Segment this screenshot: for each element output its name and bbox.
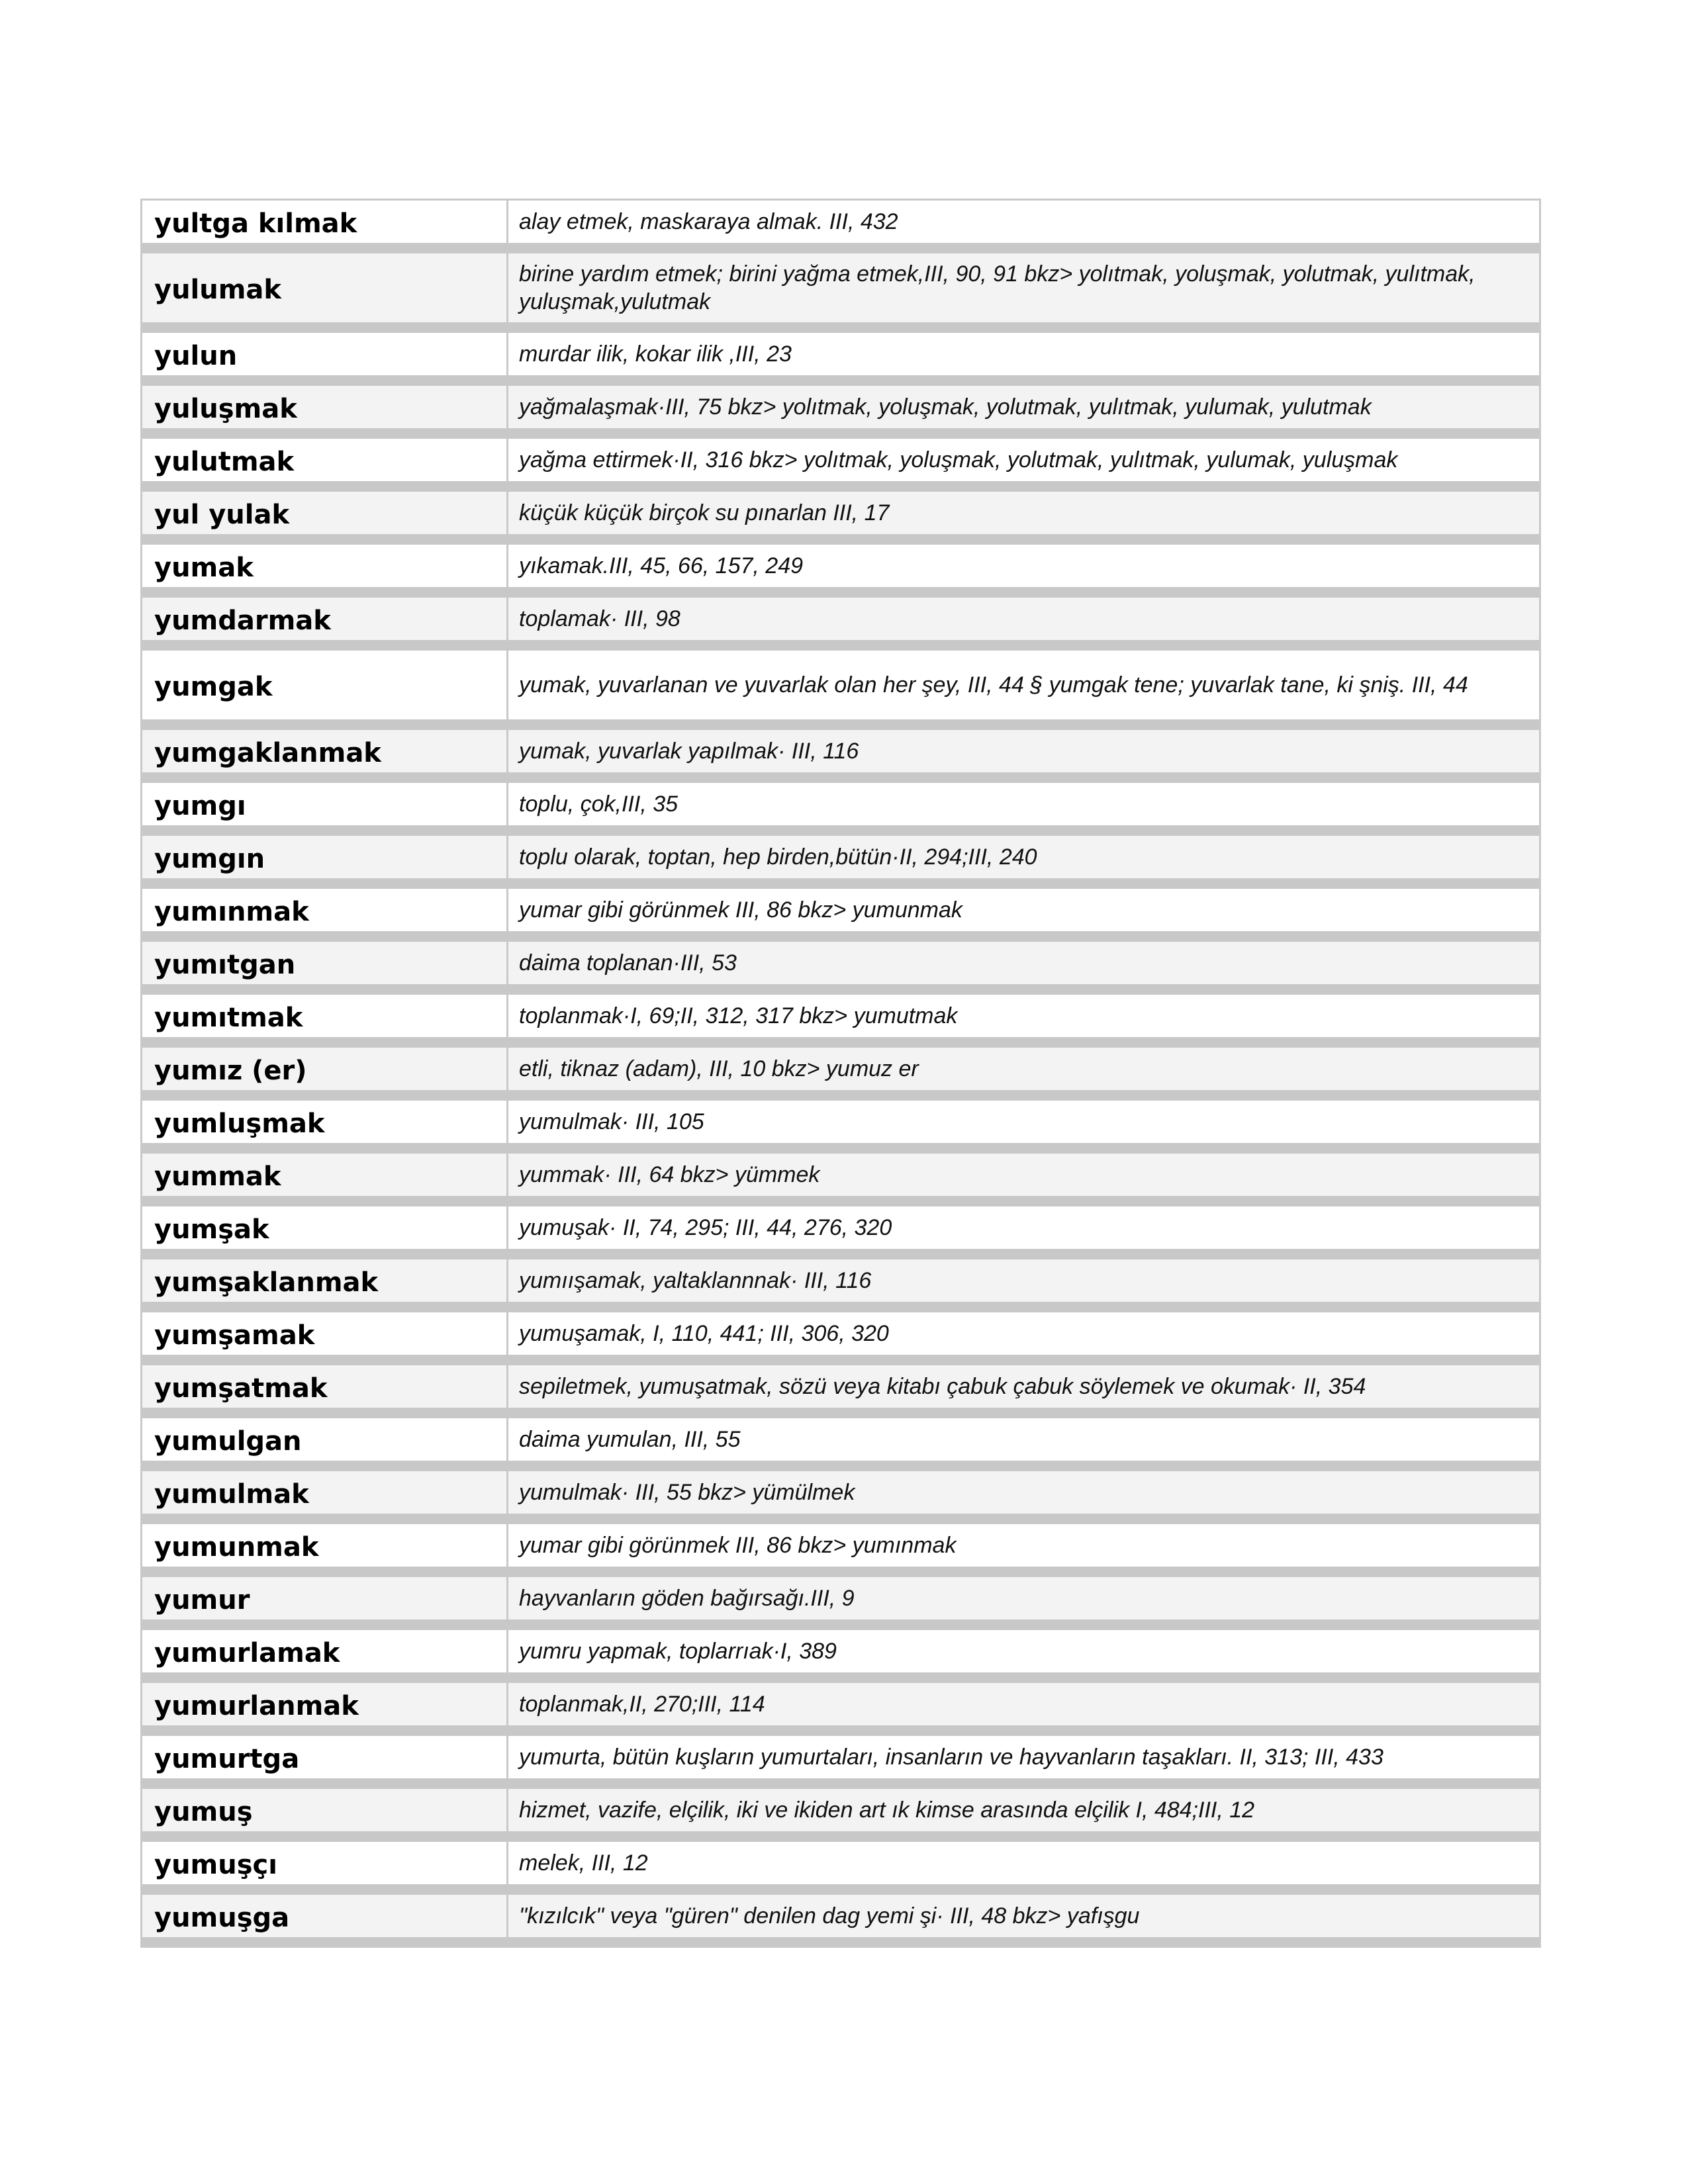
definition-cell: etli, tiknaz (adam), III, 10 bkz> yumuz er <box>508 1048 1539 1090</box>
definition-cell: hayvanların göden bağırsağı.III, 9 <box>508 1577 1539 1619</box>
table-row <box>142 995 1539 1048</box>
headword-cell: yumak <box>142 545 508 587</box>
table-row <box>142 1524 1539 1577</box>
definition-cell: birine yardım etmek; birini yağma etmek,III, 90, 91 bkz> yolıtmak, yoluşmak, yolutmak, yulıtmak, yuluşmak,yulutmak <box>508 253 1539 322</box>
table-row <box>142 651 1539 730</box>
definition-cell: melek, III, 12 <box>519 1850 648 1876</box>
definition-cell: daima toplanan·III, 53 <box>508 942 1539 984</box>
table-row <box>142 836 1539 889</box>
table-row <box>142 1471 1539 1524</box>
headword-cell: yumluşmak <box>142 1101 508 1143</box>
headword-cell: yulun <box>142 333 508 375</box>
table-row <box>142 1365 1539 1418</box>
headword-cell: yuluşmak <box>142 386 508 428</box>
definition-cell: toplanmak,II, 270;III, 114 <box>508 1683 1539 1725</box>
definition-cell: yumar gibi görünmek III, 86 bkz> yumınmak <box>519 1533 957 1558</box>
headword-cell: yumınmak <box>142 889 508 931</box>
headword-cell: yumulmak <box>142 1471 508 1514</box>
headword-cell: yumgı <box>142 783 508 825</box>
definition-cell: yağma ettirmek·II, 316 bkz> yolıtmak, yoluşmak, yolutmak, yulıtmak, yulumak, yuluşmak <box>519 447 1398 473</box>
definition-cell: toplu, çok,III, 35 <box>519 792 679 817</box>
headword-cell: yumuşga <box>142 1895 508 1937</box>
table-row <box>142 1259 1539 1312</box>
headword-cell: yummak <box>142 1154 508 1196</box>
table-row <box>142 439 1539 492</box>
headword-cell: yumıtmak <box>142 995 508 1037</box>
headword-cell: yumunmak <box>142 1524 508 1567</box>
headword-cell: yumuşçı <box>142 1842 508 1884</box>
table-row <box>142 889 1539 942</box>
headword-cell: yumşatmak <box>142 1365 508 1408</box>
headword-cell: yumurlamak <box>142 1630 508 1672</box>
headword-cell: yumurlanmak <box>142 1683 508 1725</box>
definition-cell: murdar ilik, kokar ilik ,III, 23 <box>519 341 792 367</box>
definition-cell: yummak· III, 64 bkz> yümmek <box>508 1154 1539 1196</box>
table-row <box>142 783 1539 836</box>
table-row <box>142 201 1539 253</box>
table-row <box>142 333 1539 386</box>
definition-cell: yumulmak· III, 55 bkz> yümülmek <box>508 1471 1539 1514</box>
table-row <box>142 1895 1539 1948</box>
headword-cell: yumşaklanmak <box>142 1259 508 1302</box>
definition-cell: toplamak· III, 98 <box>508 598 1539 640</box>
table-row <box>142 942 1539 995</box>
table-row <box>142 1577 1539 1630</box>
table-row <box>142 492 1539 545</box>
table-row <box>142 545 1539 598</box>
headword-cell: yumşamak <box>142 1312 508 1355</box>
definition-cell: sepiletmek, yumuşatmak, sözü veya kitabı çabuk çabuk söylemek ve okumak· II, 354 <box>508 1365 1539 1408</box>
headword-cell: yumuş <box>142 1789 508 1831</box>
table-row <box>142 253 1539 333</box>
definition-cell: yumurta, bütün kuşların yumurtaları, insanların ve hayvanların taşakları. II, 313; III, 433 <box>519 1745 1383 1770</box>
headword-cell: yumdarmak <box>142 598 508 640</box>
definition-cell: alay etmek, maskaraya almak. III, 432 <box>519 209 898 234</box>
dictionary-table <box>140 199 1541 1948</box>
table-row <box>142 1206 1539 1259</box>
definition-cell: yumak, yuvarlanan ve yuvarlak olan her şey, III, 44 § yumgak tene; yuvarlak tane, ki şniş. III, 44 <box>519 672 1468 698</box>
table-row <box>142 1736 1539 1789</box>
headword-cell: yumgak <box>142 651 508 719</box>
definition-cell: yumulmak· III, 105 <box>519 1109 704 1134</box>
definition-cell: yumıışamak, yaltaklannnak· III, 116 <box>508 1259 1539 1302</box>
definition-cell: yıkamak.III, 45, 66, 157, 249 <box>519 553 804 578</box>
definition-cell: "kızılcık" veya "güren" denilen dag yemi şi· III, 48 bkz> yafışgu <box>508 1895 1539 1937</box>
headword-cell: yumur <box>142 1577 508 1619</box>
table-row <box>142 1683 1539 1736</box>
definition-cell: toplanmak·I, 69;II, 312, 317 bkz> yumutmak <box>519 1003 958 1028</box>
headword-cell: yultga kılmak <box>142 201 508 243</box>
headword-cell: yumız (er) <box>142 1048 508 1090</box>
headword-cell: yul yulak <box>142 492 508 534</box>
headword-cell: yulutmak <box>142 439 508 481</box>
definition-cell: yağmalaşmak·III, 75 bkz> yolıtmak, yoluşmak, yolutmak, yulıtmak, yulumak, yulutmak <box>508 386 1539 428</box>
definition-cell: yumuşamak, I, 110, 441; III, 306, 320 <box>519 1321 889 1346</box>
definition-cell: küçük küçük birçok su pınarlan III, 17 <box>508 492 1539 534</box>
headword-cell: yumurtga <box>142 1736 508 1778</box>
table-row <box>142 1789 1539 1842</box>
headword-cell: yulumak <box>142 253 508 322</box>
table-row <box>142 386 1539 439</box>
table-row <box>142 730 1539 783</box>
definition-cell: hizmet, vazife, elçilik, iki ve ikiden art ık kimse arasında elçilik I, 484;III, 12 <box>508 1789 1539 1831</box>
definition-cell: daima yumulan, III, 55 <box>519 1427 741 1452</box>
definition-cell: toplu olarak, toptan, hep birden,bütün·II, 294;III, 240 <box>508 836 1539 878</box>
table-row <box>142 1418 1539 1471</box>
table-row <box>142 1312 1539 1365</box>
definition-cell: yumuşak· II, 74, 295; III, 44, 276, 320 <box>519 1215 892 1240</box>
headword-cell: yumgın <box>142 836 508 878</box>
table-row <box>142 1630 1539 1683</box>
table-row <box>142 598 1539 651</box>
headword-cell: yumulgan <box>142 1418 508 1461</box>
definition-cell: yumak, yuvarlak yapılmak· III, 116 <box>508 730 1539 772</box>
headword-cell: yumşak <box>142 1206 508 1249</box>
table-row <box>142 1048 1539 1101</box>
definition-cell: yumar gibi görünmek III, 86 bkz> yumunmak <box>519 897 962 923</box>
table-row <box>142 1842 1539 1895</box>
headword-cell: yumgaklanmak <box>142 730 508 772</box>
definition-cell: yumru yapmak, toplarrıak·I, 389 <box>519 1639 837 1664</box>
table-row <box>142 1101 1539 1154</box>
headword-cell: yumıtgan <box>142 942 508 984</box>
table-row <box>142 1154 1539 1206</box>
